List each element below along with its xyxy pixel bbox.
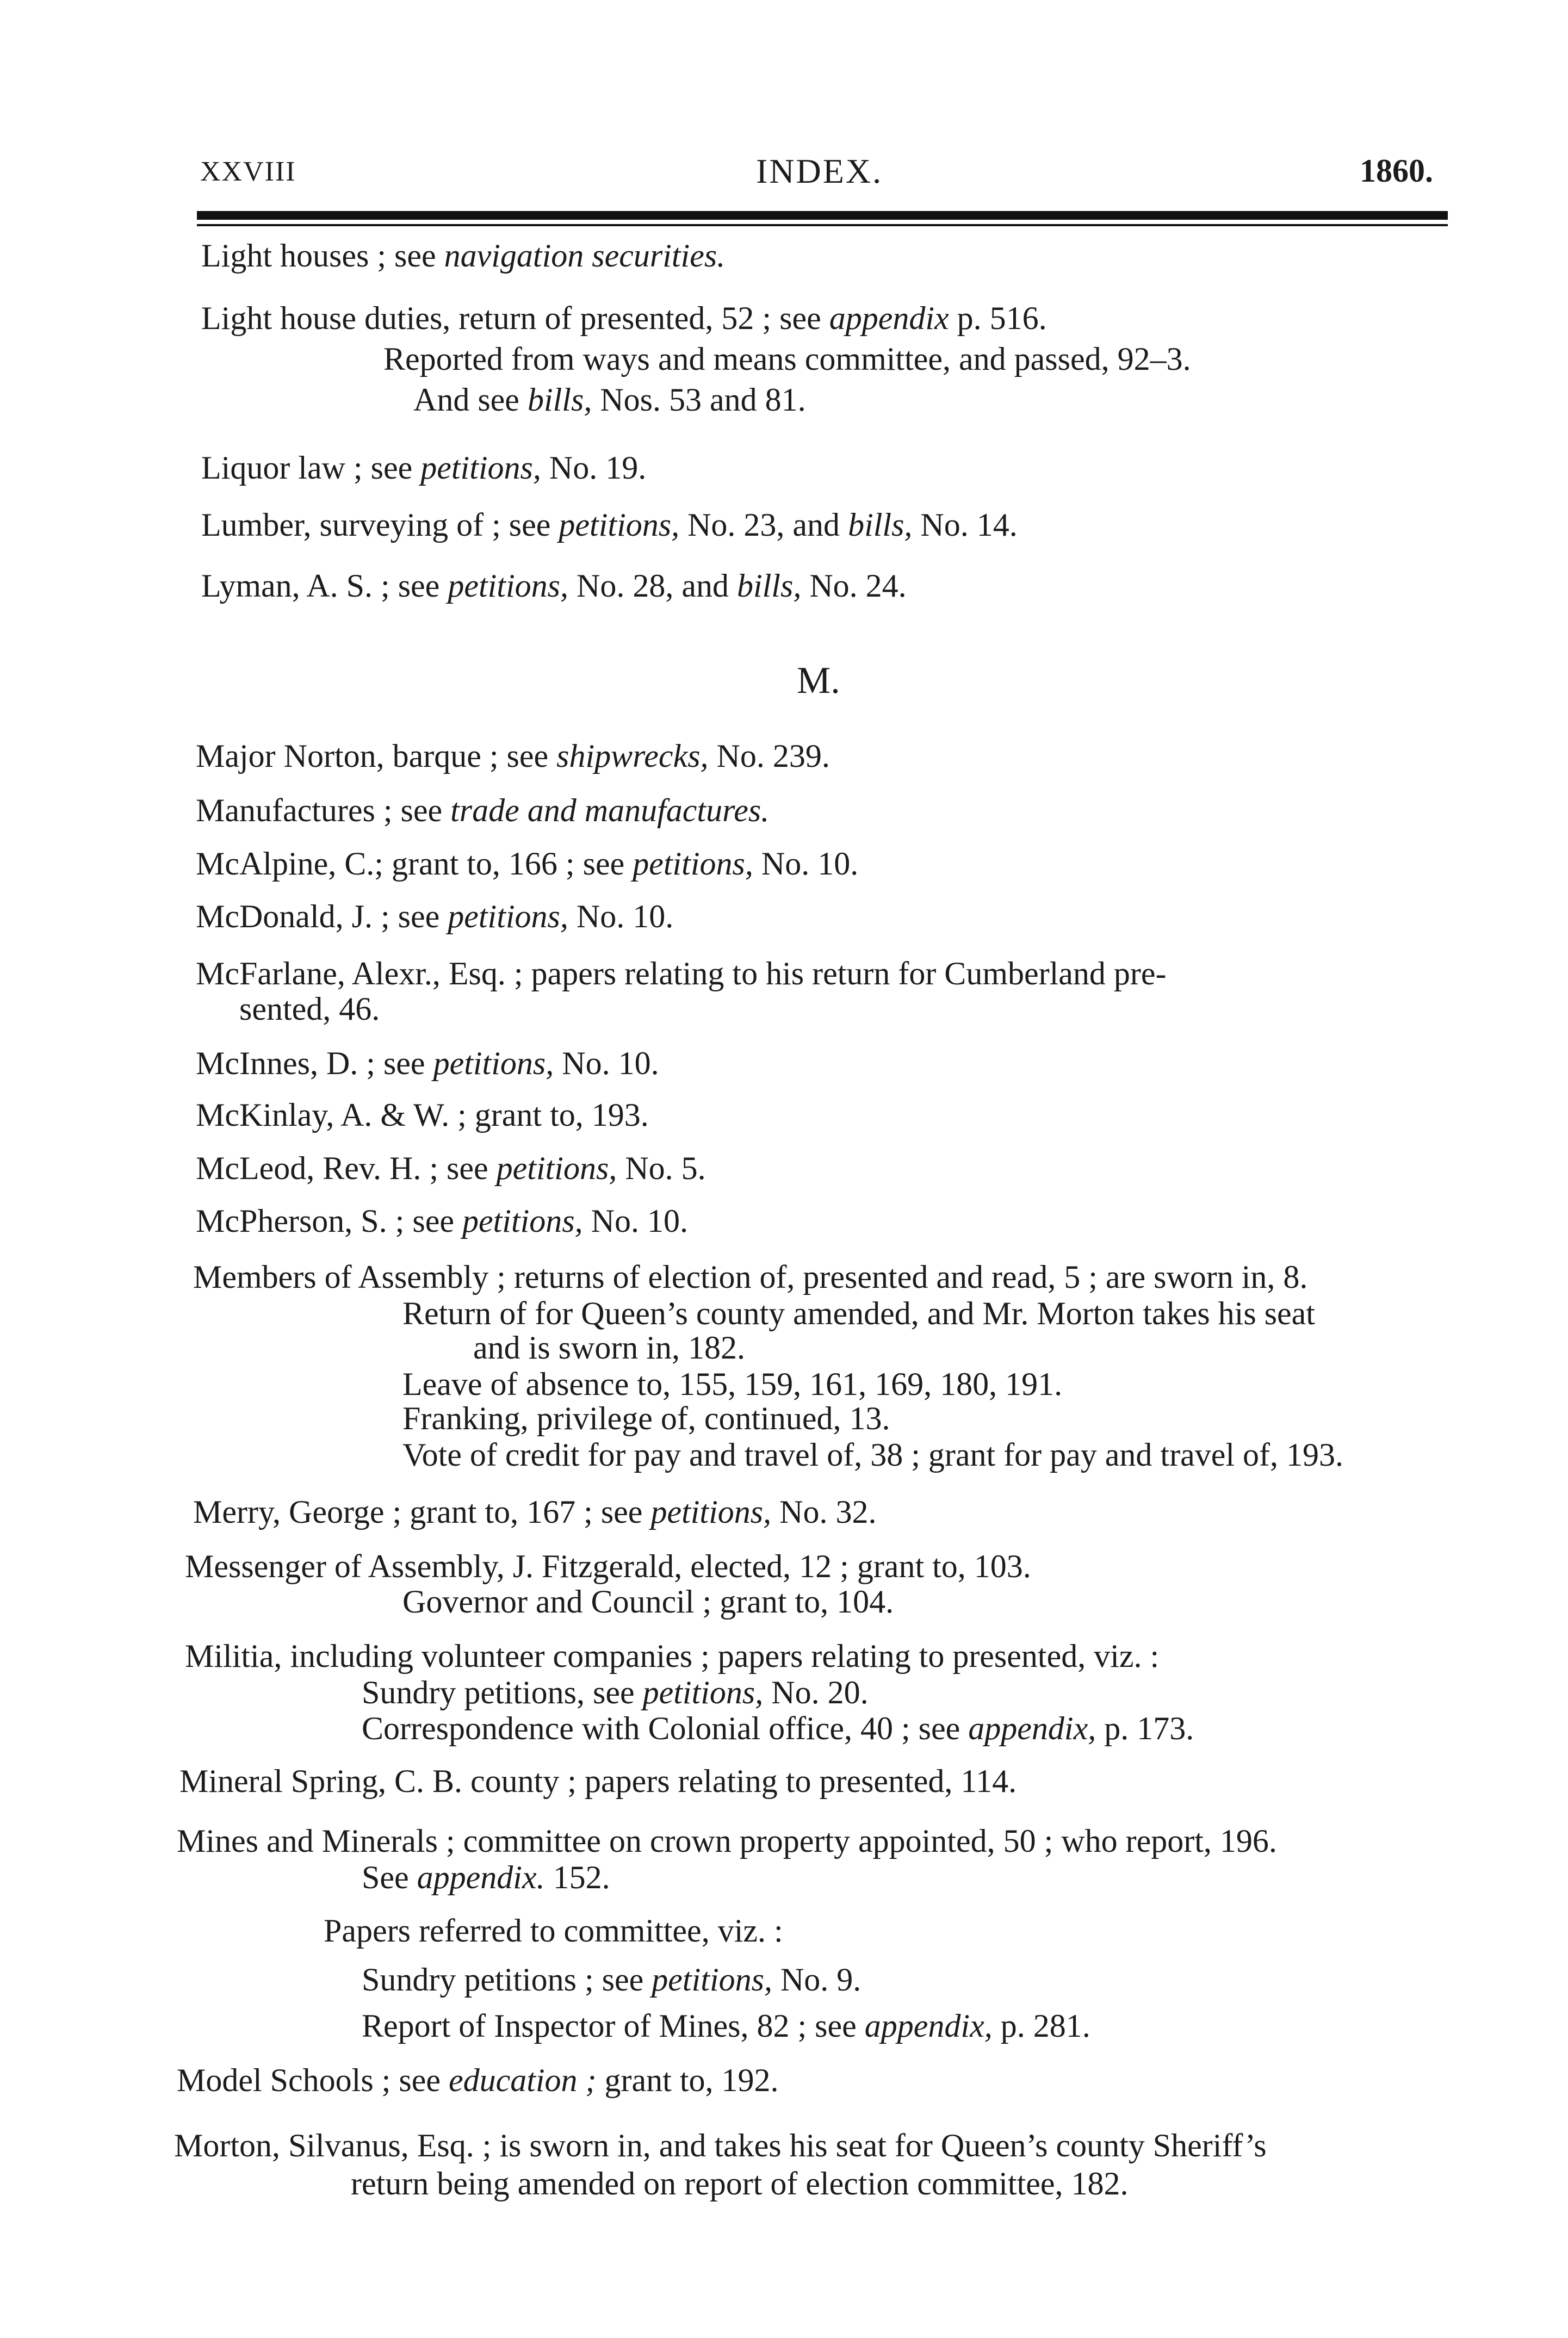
index-line — [402, 1585, 894, 1618]
line-text: Members of Assembly ; returns of election of, presented and read, 5 ; are sworn in, 8. — [193, 1259, 1308, 1295]
line-text: Reported from ways and means committee, and passed, 92–3. — [383, 341, 1191, 377]
index-line — [177, 1825, 1277, 1857]
line-text: Sundry petitions, see — [362, 1675, 643, 1710]
index-line — [201, 239, 725, 272]
italic-ref: petitions, — [650, 1494, 772, 1530]
page-folio: XXVIII — [200, 156, 296, 187]
line-text: Major Norton, barque ; see — [196, 738, 557, 774]
line-text: Merry, George ; grant to, 167 ; see — [193, 1494, 651, 1530]
line-text: No. 9. — [772, 1962, 862, 1998]
line-text: No. 23, and — [679, 507, 848, 543]
section-letter: M. — [797, 660, 840, 702]
index-line — [362, 1963, 861, 1996]
line-text: p. 173. — [1096, 1710, 1194, 1746]
italic-ref: petitions, — [652, 1962, 772, 1998]
line-text: No. 10. — [568, 898, 674, 934]
line-text: return being amended on report of election committee, 182. — [351, 2166, 1129, 2201]
index-line — [196, 1205, 688, 1237]
line-text: and is sworn in, 182. — [473, 1330, 745, 1366]
header-rule-thick — [197, 211, 1448, 220]
index-line — [402, 1402, 890, 1435]
italic-ref: petitions, — [462, 1203, 583, 1239]
index-line — [196, 1047, 659, 1080]
line-text: Governor and Council ; grant to, 104. — [402, 1584, 894, 1620]
header-rule-thin — [197, 224, 1448, 226]
index-line — [351, 2167, 1129, 2200]
line-text: No. 28, and — [568, 568, 737, 604]
index-line — [201, 508, 1018, 541]
line-text: Messenger of Assembly, J. Fitzgerald, elected, 12 ; grant to, 103. — [185, 1548, 1031, 1584]
line-text: Franking, privilege of, continued, 13. — [402, 1400, 890, 1436]
line-text: Model Schools ; see — [177, 2062, 449, 2098]
italic-ref: navigation securities. — [444, 238, 726, 274]
italic-ref: appendix — [829, 300, 949, 336]
italic-ref: petitions, — [642, 1675, 764, 1710]
index-line — [201, 569, 907, 602]
line-text: Militia, including volunteer companies ; papers relating to presented, viz. : — [185, 1638, 1160, 1674]
line-text: Return of for Queen’s county amended, and Mr. Morton takes his seat — [402, 1295, 1315, 1331]
line-text: McPherson, S. ; see — [196, 1203, 462, 1239]
line-text: McAlpine, C.; grant to, 166 ; see — [196, 846, 633, 882]
line-text: Manufactures ; see — [196, 792, 451, 828]
italic-ref: trade and manufactures. — [450, 792, 770, 828]
index-line — [196, 957, 1167, 990]
index-line — [196, 1099, 649, 1131]
italic-ref: bills, — [736, 568, 802, 604]
line-text: And see — [413, 382, 528, 418]
line-text: No. 24. — [801, 568, 907, 604]
index-line — [402, 1438, 1343, 1471]
italic-ref: petitions, — [433, 1045, 554, 1081]
index-line — [413, 383, 806, 416]
index-line — [362, 1861, 610, 1894]
line-text: sented, 46. — [239, 991, 380, 1027]
line-text: McInnes, D. ; see — [196, 1045, 433, 1081]
line-text: Morton, Silvanus, Esq. ; is sworn in, and takes his seat for Queen’s county Sheriff’s — [174, 2128, 1267, 2163]
line-text: No. 20. — [763, 1675, 869, 1710]
index-line — [196, 1152, 706, 1184]
italic-ref: bills, — [848, 507, 913, 543]
index-line — [201, 451, 646, 484]
line-text: Leave of absence to, 155, 159, 161, 169, 180, 191. — [402, 1366, 1063, 1402]
index-line — [402, 1297, 1315, 1330]
line-text: No. 5. — [617, 1150, 706, 1186]
line-text: No. 14. — [912, 507, 1018, 543]
italic-ref: petitions, — [559, 507, 680, 543]
line-text: Light houses ; see — [201, 238, 444, 274]
page-year: 1860. — [1360, 153, 1433, 189]
index-line — [174, 2129, 1267, 2162]
index-line — [383, 343, 1191, 375]
index-line — [196, 740, 830, 772]
line-text: No. 10. — [582, 1203, 688, 1239]
line-text: No. 10. — [753, 846, 859, 882]
italic-ref: appendix. — [417, 1859, 545, 1895]
line-text: McKinlay, A. & W. ; grant to, 193. — [196, 1097, 649, 1133]
index-line — [193, 1496, 876, 1528]
line-text: No. 19. — [541, 450, 647, 486]
line-text: No. 239. — [708, 738, 830, 774]
index-line — [193, 1261, 1307, 1293]
line-text: p. 281. — [992, 2008, 1090, 2044]
line-text: p. 516. — [949, 300, 1047, 336]
line-text: No. 10. — [554, 1045, 659, 1081]
line-text: Vote of credit for pay and travel of, 38 ; grant for pay and travel of, 193. — [402, 1437, 1343, 1473]
index-line — [179, 1765, 1017, 1797]
line-text: Nos. 53 and 81. — [592, 382, 806, 418]
line-text: Lyman, A. S. ; see — [201, 568, 448, 604]
index-line — [196, 847, 858, 880]
line-text: See — [362, 1859, 417, 1895]
line-text: McLeod, Rev. H. ; see — [196, 1150, 497, 1186]
index-line — [362, 1676, 869, 1709]
italic-ref: bills, — [527, 382, 592, 418]
italic-ref: petitions, — [420, 450, 541, 486]
line-text: No. 32. — [771, 1494, 877, 1530]
line-text: Mineral Spring, C. B. county ; papers relating to presented, 114. — [179, 1763, 1017, 1799]
line-text: Papers referred to committee, viz. : — [324, 1913, 783, 1949]
index-line — [185, 1550, 1031, 1583]
line-text: Report of Inspector of Mines, 82 ; see — [362, 2008, 865, 2044]
index-line — [196, 900, 673, 933]
line-text: Mines and Minerals ; committee on crown property appointed, 50 ; who report, 196. — [177, 1823, 1277, 1859]
line-text: grant to, 192. — [596, 2062, 779, 2098]
italic-ref: petitions, — [448, 898, 568, 934]
line-text: 152. — [544, 1859, 610, 1895]
index-line — [196, 794, 769, 827]
italic-ref: appendix, — [864, 2008, 993, 2044]
line-text: McFarlane, Alexr., Esq. ; papers relating to his return for Cumberland pre- — [196, 956, 1167, 991]
line-text: Sundry petitions ; see — [362, 1962, 652, 1998]
index-line — [402, 1368, 1062, 1400]
index-line — [239, 993, 380, 1025]
line-text: Lumber, surveying of ; see — [201, 507, 559, 543]
index-line — [201, 302, 1047, 334]
index-line — [185, 1640, 1159, 1672]
italic-ref: appendix, — [968, 1710, 1096, 1746]
page-title: INDEX. — [756, 152, 883, 190]
line-text: Light house duties, return of presented, 52 ; see — [201, 300, 829, 336]
italic-ref: petitions, — [448, 568, 568, 604]
line-text: Correspondence with Colonial office, 40 ; see — [362, 1710, 969, 1746]
italic-ref: petitions, — [633, 846, 753, 882]
italic-ref: shipwrecks, — [556, 738, 709, 774]
italic-ref: petitions, — [496, 1150, 617, 1186]
index-line — [177, 2064, 779, 2097]
index-line — [362, 2010, 1090, 2042]
index-line — [362, 1712, 1194, 1745]
italic-ref: education ; — [448, 2062, 597, 2098]
index-line — [324, 1914, 783, 1947]
line-text: Liquor law ; see — [201, 450, 421, 486]
index-line — [473, 1331, 745, 1364]
line-text: McDonald, J. ; see — [196, 898, 448, 934]
